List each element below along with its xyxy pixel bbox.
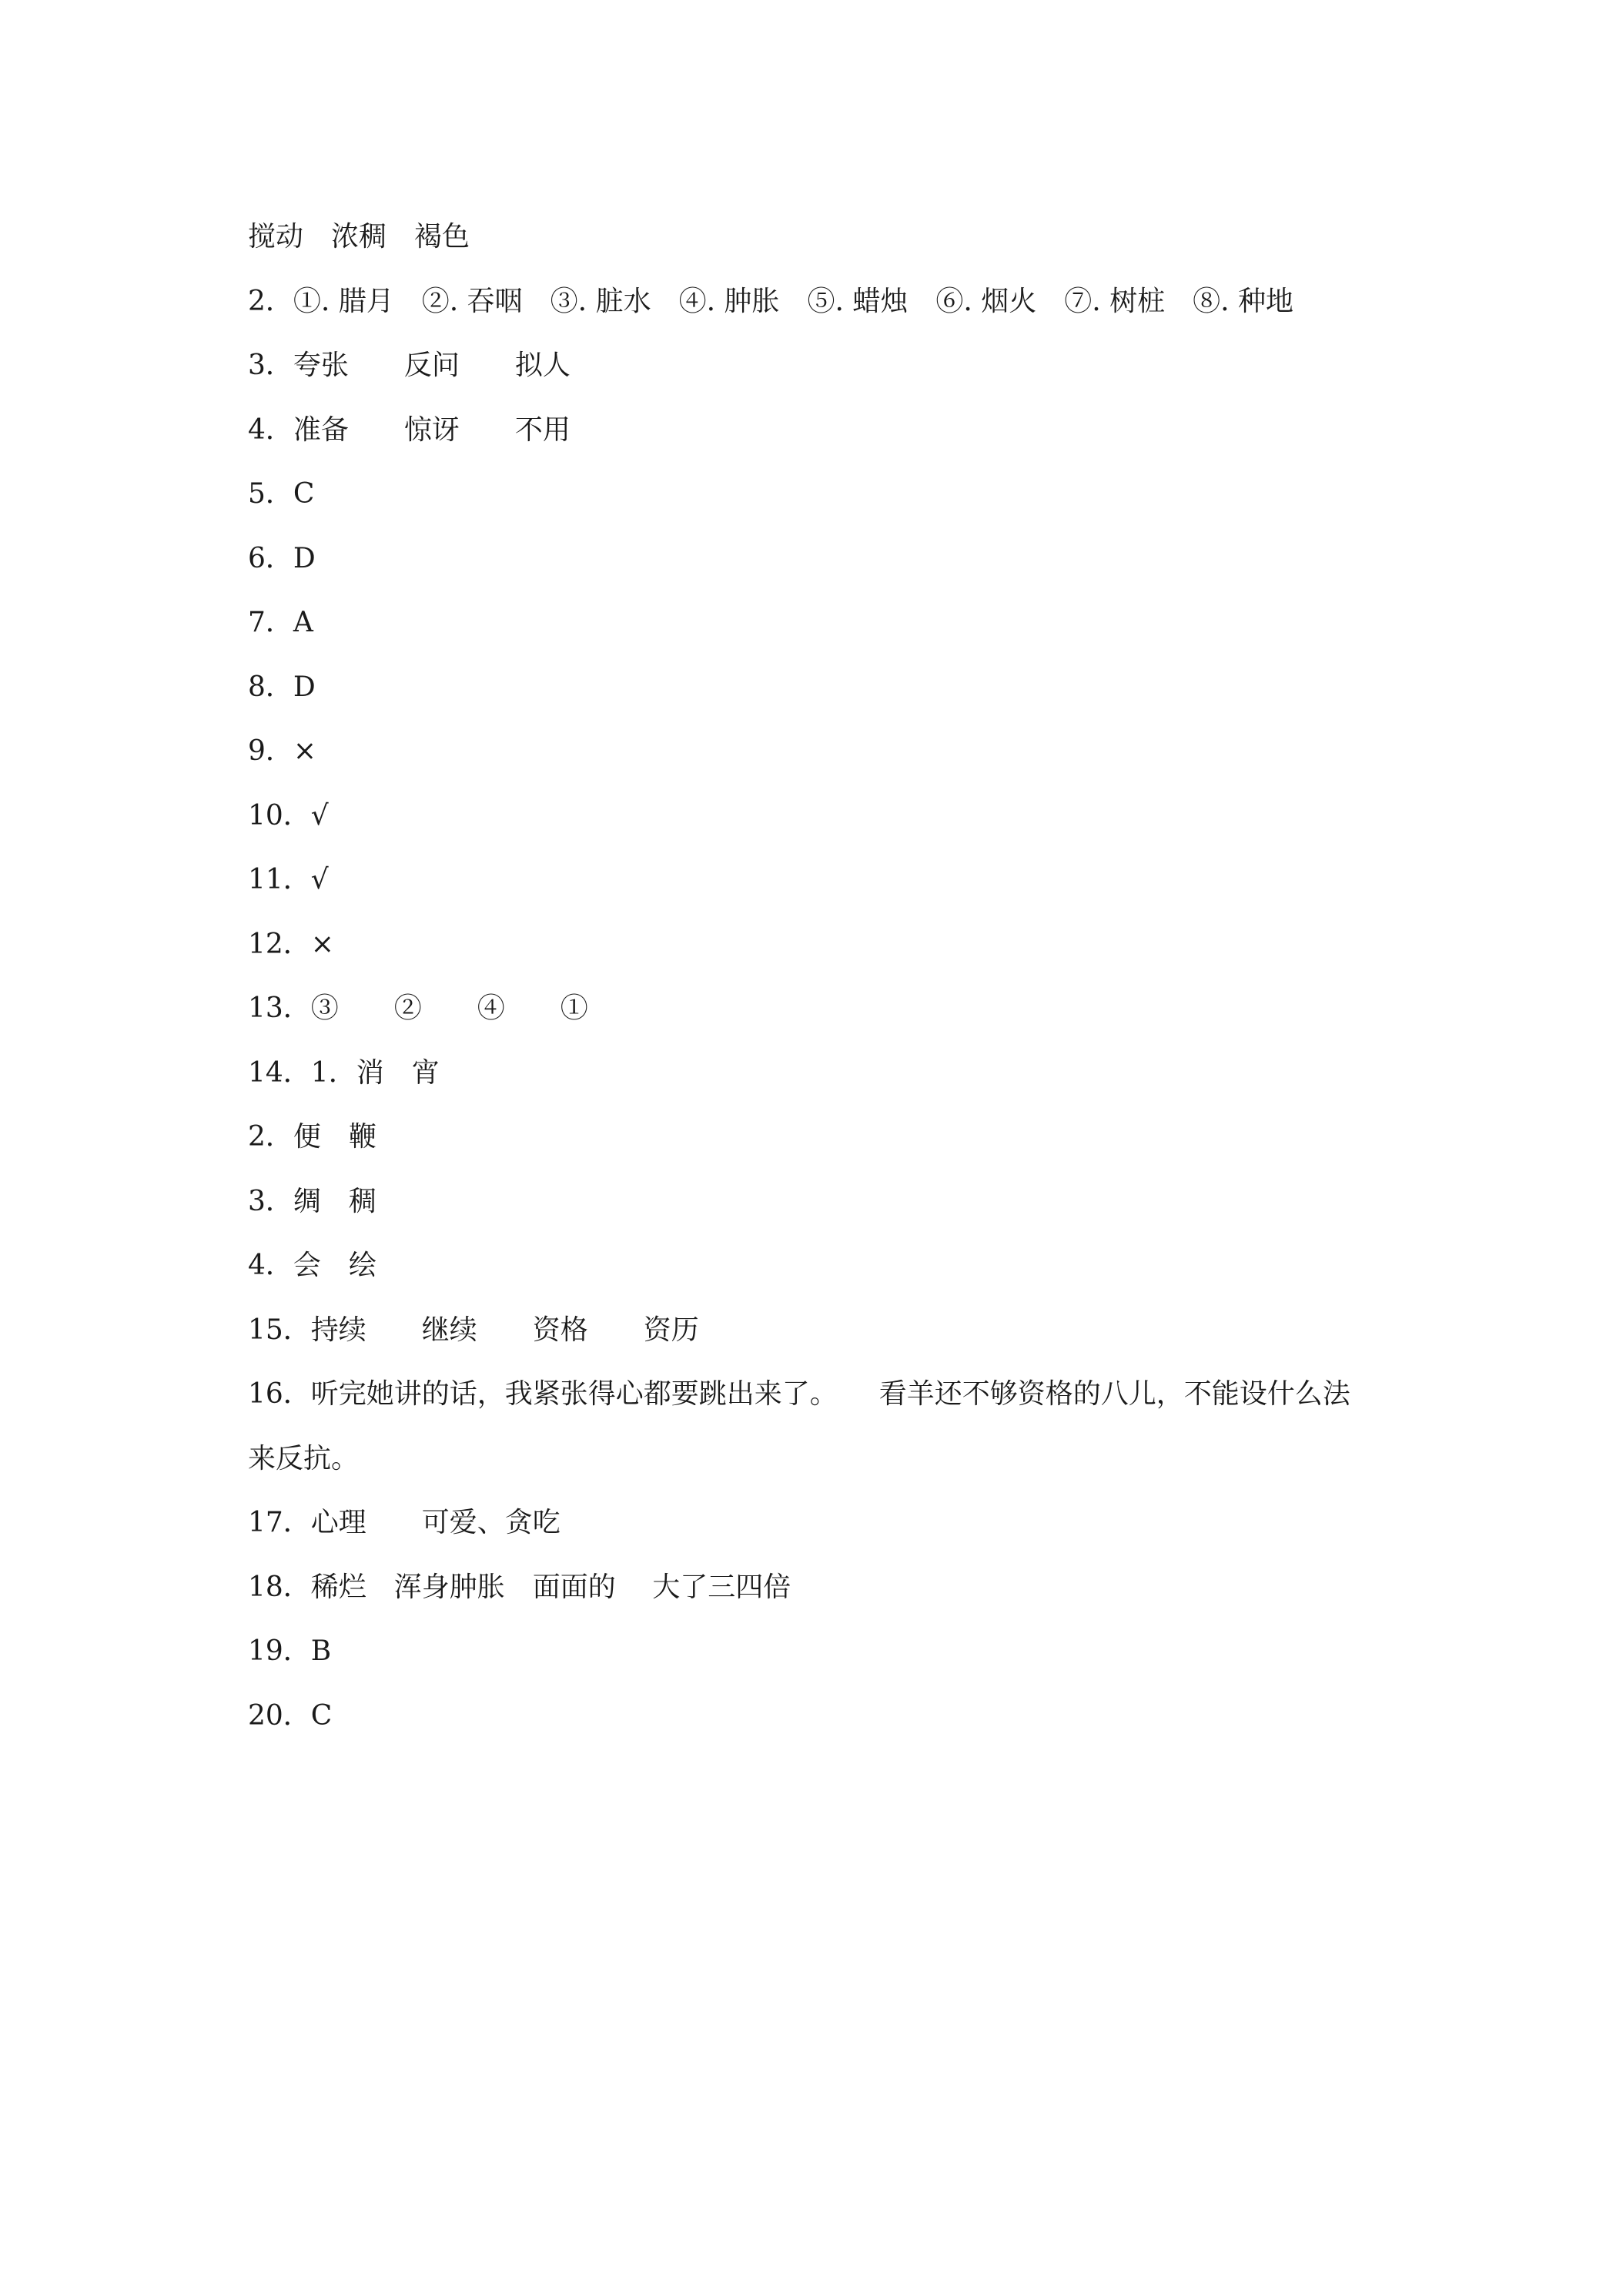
answer-line: 20．C: [248, 1699, 333, 1732]
answer-line: 16．听完她讲的话，我紧张得心都要跳出来了。 看羊还不够资格的八儿，不能设什么法: [248, 1378, 1350, 1410]
answer-line: 8．D: [248, 671, 316, 703]
answer-line: 11．√: [248, 864, 329, 895]
answer-line: 14．1．消 宵: [248, 1056, 440, 1089]
answer-line: 12．×: [248, 928, 334, 960]
answer-line: 来反抗。: [248, 1442, 360, 1474]
answer-line: 10．√: [248, 799, 329, 832]
answer-line: 2．便 鞭: [248, 1121, 376, 1153]
answer-line: 17．心理 可爱、贪吃: [248, 1507, 561, 1538]
answer-line: 2．①. 腊月 ②. 吞咽 ③. 脏水 ④. 肿胀 ⑤. 蜡烛 ⑥. 烟火 ⑦. 树桩 ⑧. 种地: [248, 285, 1293, 317]
answer-line: 4．准备 惊讶 不用: [248, 413, 571, 446]
answer-line: 4．会 绘: [248, 1250, 376, 1281]
answer-line: 5．C: [248, 478, 315, 510]
answer-line: 15．持续 继续 资格 资历: [248, 1314, 699, 1346]
answer-line: 3．绸 稠: [248, 1185, 376, 1217]
answer-line: 7．A: [248, 607, 313, 638]
answer-line: 9．×: [248, 735, 317, 767]
answer-line: 6．D: [248, 542, 316, 574]
answer-line: 19．B: [248, 1635, 332, 1667]
answer-line: 3．夸张 反问 拟人: [248, 350, 571, 381]
answer-line: 搅动 浓稠 褐色: [248, 221, 470, 253]
answer-line: 13．③ ② ④ ①: [248, 992, 588, 1024]
answer-list: [248, 205, 1387, 1748]
answer-line: 18．稀烂 浑身肿胀 面面的 大了三四倍: [248, 1571, 791, 1603]
